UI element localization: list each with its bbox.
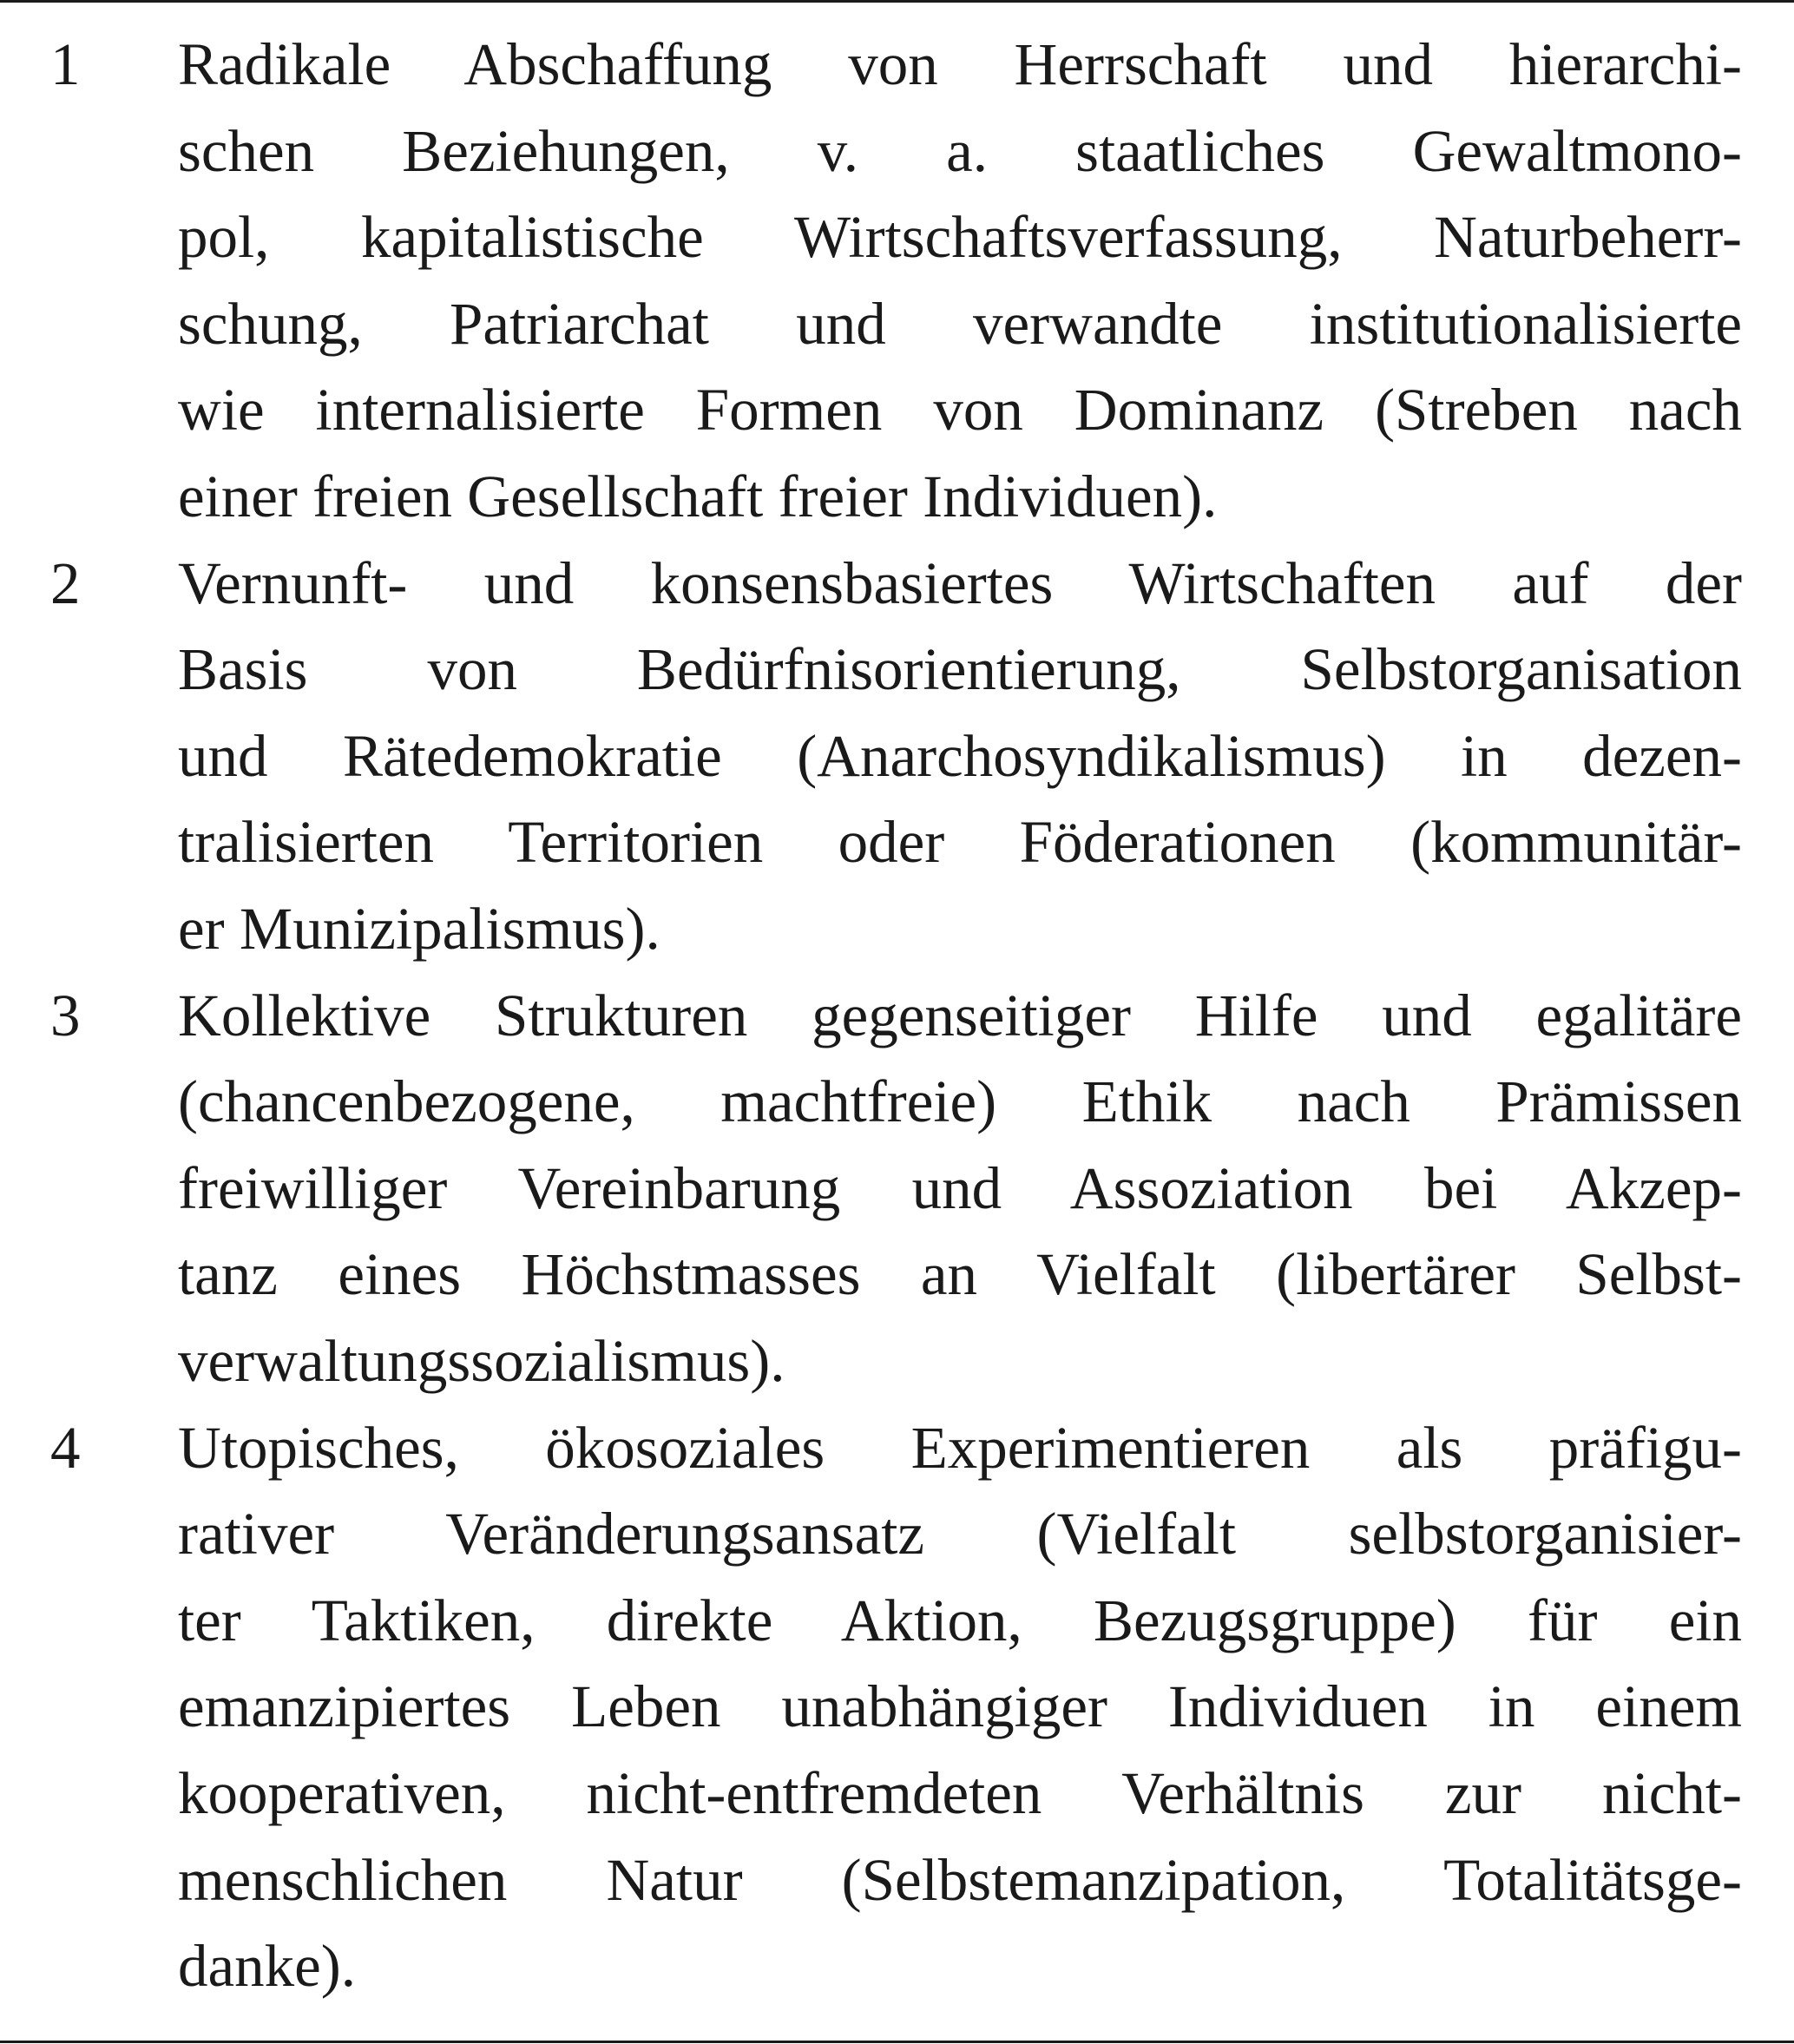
row-text-line: emanzipiertes Leben unabhängiger Individuen in einem [178, 1673, 1742, 1740]
row-text-line: kooperativen, nicht-entfremdeten Verhältnis zur nicht- [178, 1759, 1742, 1826]
row-text-line: einer freien Gesellschaft freier Individuen). [178, 463, 1218, 529]
row-text-line: Kollektive Strukturen gegenseitiger Hilfe und egalitäre [178, 982, 1742, 1048]
table-row [0, 973, 1794, 1405]
principles-table [0, 22, 1794, 2010]
row-text-line: verwaltungssozialismus). [178, 1327, 785, 1394]
row-text-line: Vernunft- und konsensbasiertes Wirtschaften auf der [178, 549, 1742, 616]
row-number: 1 [50, 31, 81, 97]
table-row [0, 1405, 1794, 2010]
row-text-line: wie internalisierte Formen von Dominanz (Streben nach [178, 377, 1742, 444]
row-text-line: schung, Patriarchat und verwandte institutionalisierte [178, 290, 1742, 357]
row-text-line: freiwilliger Vereinbarung und Assoziation bei Akzep- [178, 1154, 1742, 1221]
row-number: 3 [50, 982, 81, 1048]
row-text-line: und Rätedemokratie (Anarchosyndikalismus) in dezen- [178, 722, 1742, 789]
row-number: 2 [50, 549, 81, 616]
top-rule [0, 0, 1794, 3]
bottom-rule [0, 2041, 1794, 2043]
row-text-line: pol, kapitalistische Wirtschaftsverfassung, Naturbeherr- [178, 204, 1742, 271]
row-text-line: tanz eines Höchstmasses an Vielfalt (libertärer Selbst- [178, 1241, 1742, 1308]
row-text-line: er Munizipalismus). [178, 895, 660, 962]
row-text-line: (chancenbezogene, machtfreie) Ethik nach Prämissen [178, 1068, 1742, 1135]
row-text-line: schen Beziehungen, v. a. staatliches Gewaltmono- [178, 117, 1742, 184]
row-text-line: Basis von Bedürfnisorientierung, Selbstorganisation [178, 636, 1742, 703]
row-text-line: tralisierten Territorien oder Föderationen (kommunitär- [178, 809, 1742, 876]
row-text-line: danke). [178, 1933, 356, 2000]
table-row [0, 22, 1794, 541]
row-text-line: ter Taktiken, direkte Aktion, Bezugsgruppe) für ein [178, 1587, 1742, 1653]
row-text-line: Radikale Abschaffung von Herrschaft und hierarchi- [178, 31, 1742, 97]
row-text-line: rativer Veränderungsansatz (Vielfalt selbstorganisier- [178, 1501, 1742, 1568]
row-text-line: menschlichen Natur (Selbstemanzipation, Totalitätsge- [178, 1846, 1742, 1913]
row-text-line: Utopisches, ökosoziales Experimentieren als präfigu- [178, 1414, 1742, 1481]
row-number: 4 [50, 1414, 81, 1481]
table-row [0, 541, 1794, 973]
